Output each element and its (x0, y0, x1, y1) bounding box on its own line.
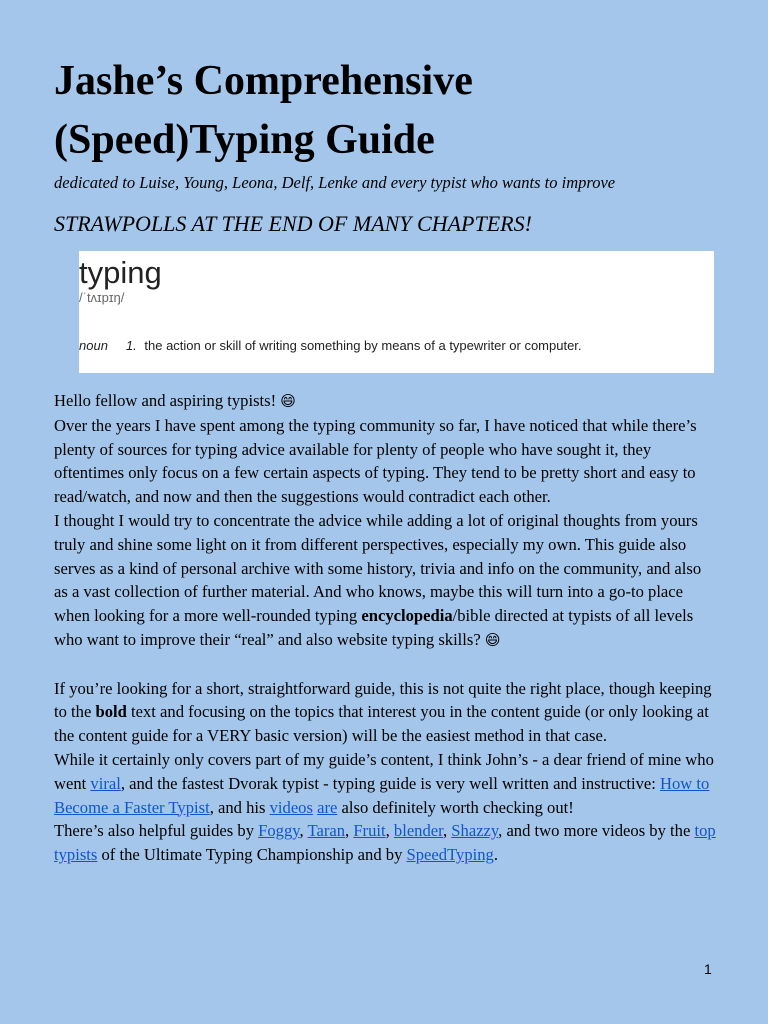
text-span: of the Ultimate Typing Championship and by (97, 845, 407, 865)
dedication: dedicated to Luise, Young, Leona, Delf, Lenke and every typist who wants to improve (54, 173, 616, 192)
paragraph-intro: Over the years I have spent among the typing community so far, I have noticed that while there’s plenty of sources for typing advice available for plenty of people who have sought it, they oftentimes only focus on a few certain aspects of typing. They tend to be pretty short and easy to read/watch, and now and then the suggestions would contradict each other. (54, 415, 697, 507)
separator: , (443, 821, 452, 841)
paragraph-johns-guide (54, 748, 716, 819)
link-fruit[interactable]: Fruit (353, 821, 386, 841)
link-are[interactable]: are (317, 797, 338, 817)
strawpolls-note: STRAWPOLLS AT THE END OF MANY CHAPTERS! (54, 211, 532, 236)
text-span: . (493, 845, 498, 865)
link-faster-typist[interactable]: How to Become a Faster Typist (54, 773, 710, 817)
smile-emoji-icon: 😄 (280, 392, 296, 410)
paragraph-short-guide (54, 677, 716, 748)
link-videos[interactable]: videos (269, 797, 313, 817)
title-block (54, 52, 714, 238)
dictionary-word: typing (79, 255, 162, 290)
dictionary-definition (79, 338, 582, 353)
text-span: , and two more videos by the (498, 821, 695, 841)
text-span: also definitely worth checking out! (337, 797, 574, 817)
greeting-paragraph (54, 389, 716, 414)
text-span: text and focusing on the topics that interest you in the content guide (or only looking at the content guide for a VERY basic version) will be the easiest method in that case. (54, 702, 709, 746)
link-top-typists[interactable]: top typists (54, 821, 716, 865)
link-blender[interactable]: blender (393, 821, 443, 841)
paragraph-other-guides (54, 819, 716, 867)
text-span: , and his (209, 797, 270, 817)
page-number: 1 (704, 961, 712, 977)
text-span: While it certainly only covers part of my guide’s content, I think John’s - a dear friend of mine who went (54, 749, 714, 793)
title-line-2: (Speed)Typing Guide (54, 117, 435, 163)
greeting-text: Hello fellow and aspiring typists! (54, 391, 277, 410)
separator: , (299, 821, 308, 841)
link-speedtyping[interactable]: SpeedTyping (406, 845, 494, 865)
link-taran[interactable]: Taran (307, 821, 346, 841)
body-text (54, 389, 716, 867)
paragraph-purpose (54, 509, 716, 653)
smile-emoji-icon: 😄 (484, 630, 501, 649)
text-span: If you’re looking for a short, straightforward guide, this is not quite the right place, though keeping to the (54, 678, 712, 722)
dictionary-definition-image (79, 251, 714, 373)
definition-number: 1. (125, 338, 137, 353)
link-shazzy[interactable]: Shazzy (451, 821, 499, 841)
text-span: I thought I would try to concentrate the advice while adding a lot of original thoughts from yours truly and shine some light on it from different perspectives, especially my own. This guide also serves as a kind of personal archive with some history, trivia and info on the community, and also as a vast collection of further material. And who knows, maybe this will turn into a go-to place when looking for a more well-rounded typing (54, 510, 702, 626)
separator: , (345, 821, 354, 841)
separator: , (385, 821, 394, 841)
paragraph-gap (54, 653, 716, 677)
part-of-speech: noun (79, 338, 108, 353)
text-span: , and the fastest Dvorak typist - typing guide is very well written and instructive: (120, 773, 661, 793)
title-line-1: Jashe’s Comprehensive (54, 58, 473, 104)
bold-text: encyclopedia (361, 606, 453, 626)
link-viral[interactable]: viral (90, 773, 121, 793)
link-foggy[interactable]: Foggy (258, 821, 300, 841)
bold-text: bold (95, 702, 127, 722)
definition-text: the action or skill of writing something by means of a typewriter or computer. (144, 338, 582, 353)
dictionary-phonetic: /ˈtʌɪpɪŋ/ (79, 290, 125, 305)
text-span: There’s also helpful guides by (54, 821, 259, 841)
page-title (54, 52, 714, 170)
text-span: /bible directed at typists of all levels who want to improve their “real” and also website typing skills? (54, 606, 694, 649)
